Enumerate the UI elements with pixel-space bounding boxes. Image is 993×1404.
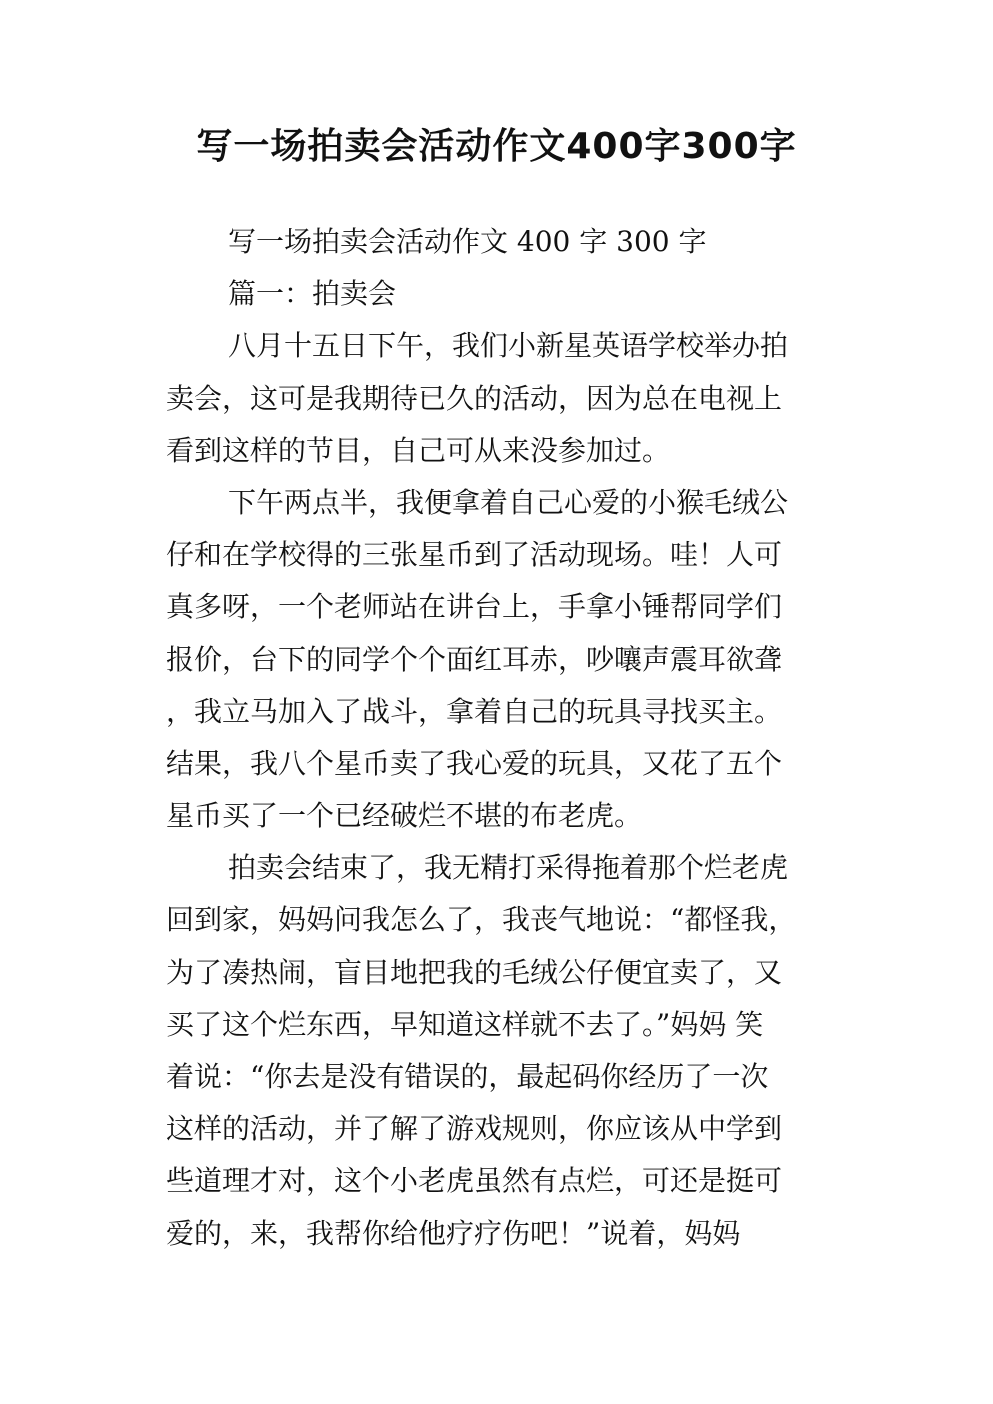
document-body bbox=[166, 216, 834, 1260]
text-line: 买了这个烂东西，早知道这样就不去了。”妈妈 笑 bbox=[166, 1007, 764, 1041]
text-line: ，我立马加入了战斗，拿着自己的玩具寻找买主。 bbox=[166, 694, 783, 728]
text-line: 结果，我八个星币卖了我心爱的玩具，又花了五个 bbox=[166, 746, 783, 780]
text-line: 拍卖会结束了，我无精打采得拖着那个烂老虎 bbox=[228, 851, 789, 885]
text-line: 看到这样的节目，自己可从来没参加过。 bbox=[166, 433, 671, 467]
text-line: 篇一：拍卖会 bbox=[228, 277, 397, 311]
chapter-heading bbox=[166, 268, 834, 320]
text-line: 下午两点半，我便拿着自己心爱的小猴毛绒公 bbox=[228, 485, 789, 519]
text-line: 八月十五日下午，我们小新星英语学校举办拍 bbox=[228, 329, 789, 363]
text-line: 着说：“你去是没有错误的，最起码你经历了一次 bbox=[166, 1060, 769, 1093]
text-line: 报价，台下的同学个个面红耳赤，吵嚷声震耳欲聋 bbox=[166, 642, 783, 676]
text-line: 仔和在学校得的三张星币到了活动现场。哇！人可 bbox=[166, 538, 783, 572]
text-line: 为了凑热闹，盲目地把我的毛绒公仔便宜卖了，又 bbox=[166, 955, 783, 989]
document-title: 写一场拍卖会活动作文400字300字 bbox=[196, 126, 797, 167]
paragraph-3 bbox=[166, 842, 834, 1260]
text-line: 这样的活动，并了解了游戏规则，你应该从中学到 bbox=[166, 1112, 783, 1146]
text-line: 写一场拍卖会活动作文 400 字 300 字 bbox=[228, 225, 707, 258]
text-line: 爱的，来，我帮你给他疗疗伤吧！”说着，妈妈 bbox=[166, 1216, 741, 1250]
text-line: 卖会，这可是我期待已久的活动，因为总在电视上 bbox=[166, 381, 783, 415]
paragraph-1 bbox=[166, 320, 834, 477]
text-line: 些道理才对，这个小老虎虽然有点烂，可还是挺可 bbox=[166, 1164, 783, 1198]
paragraph-2 bbox=[166, 477, 834, 842]
text-line: 回到家，妈妈问我怎么了，我丧气地说：“都怪我， bbox=[166, 903, 797, 937]
text-line: 星币买了一个已经破烂不堪的布老虎。 bbox=[166, 799, 643, 833]
text-line: 真多呀，一个老师站在讲台上，手拿小锤帮同学们 bbox=[166, 590, 783, 624]
subtitle-line bbox=[166, 216, 834, 268]
